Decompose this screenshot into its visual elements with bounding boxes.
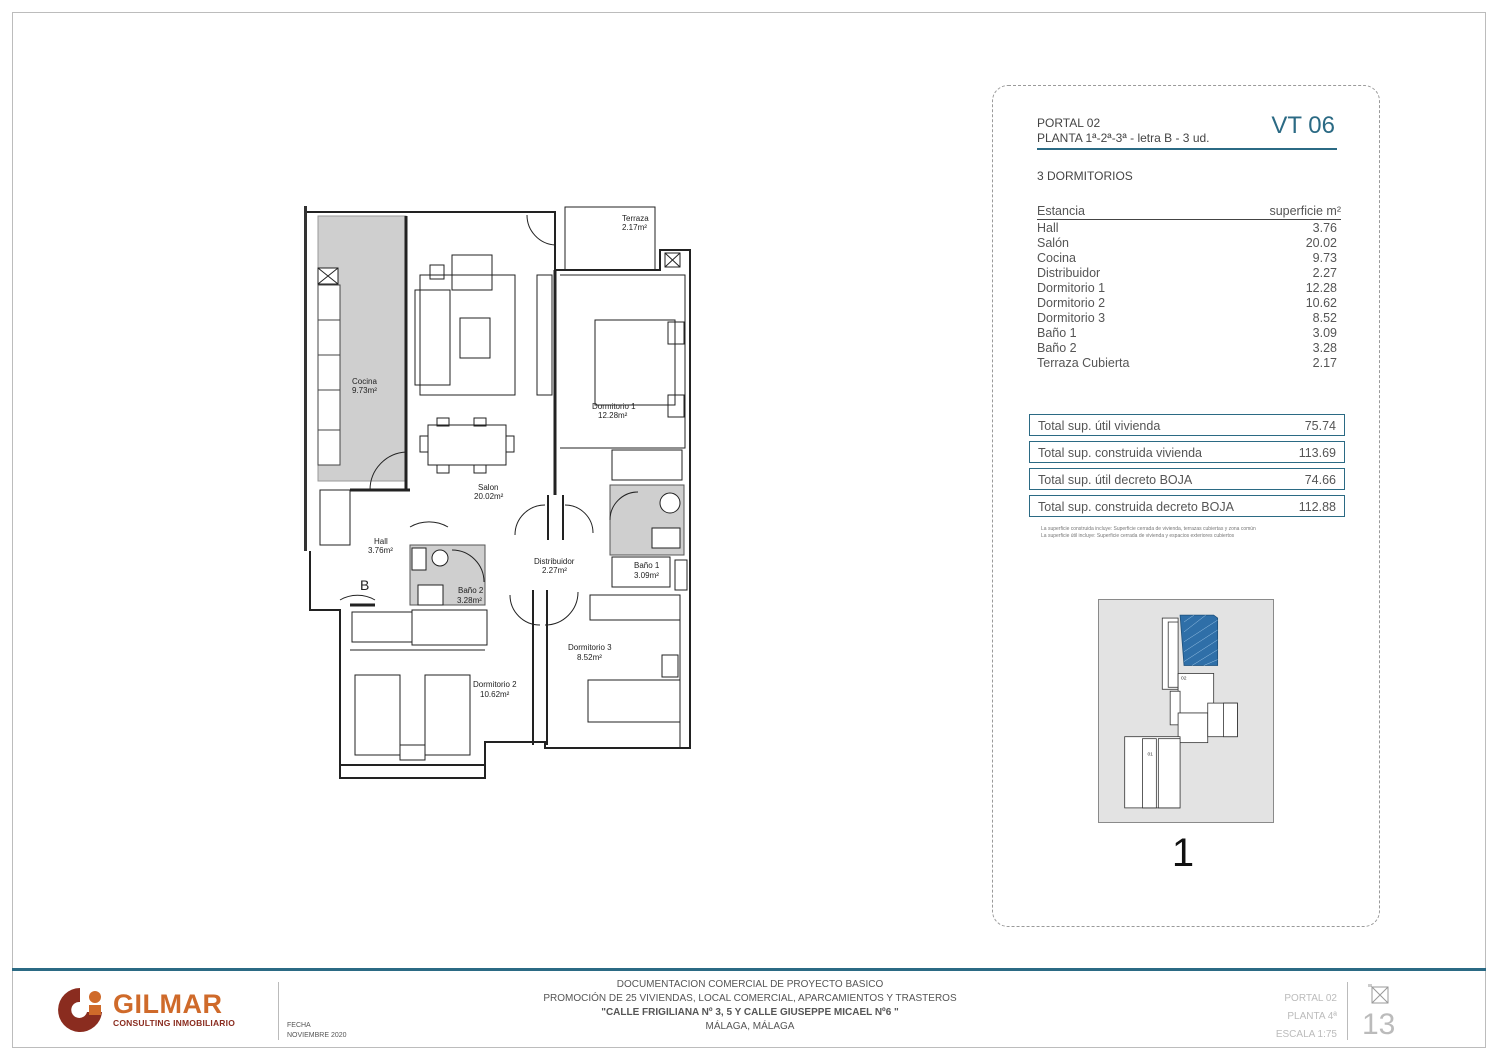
label-dorm3: Dormitorio 3 [568, 643, 612, 652]
date-label: FECHA [287, 1022, 311, 1029]
gilmar-logo-icon [55, 985, 109, 1035]
total-row [1029, 441, 1345, 463]
room-name: Cocina [1037, 251, 1076, 265]
rooms-table-header [1037, 204, 1341, 220]
sheet-planta: PLANTA 4ª [1287, 1011, 1337, 1022]
room-name: Distribuidor [1037, 266, 1101, 280]
portal-label: PORTAL 02 [1037, 116, 1101, 130]
room-area: 20.02 [1305, 236, 1337, 250]
total-label: Total sup. útil vivienda [1038, 419, 1161, 433]
keymap-label-02: 02 [1181, 676, 1187, 682]
project-city: MÁLAGA, MÁLAGA [705, 1021, 795, 1032]
label-cocina-area: 9.73m² [352, 386, 377, 395]
rooms-table [1037, 204, 1341, 371]
project-address: "CALLE FRIGILIANA Nº 3, 5 Y CALLE GIUSEPPE MICAEL Nº6 " [601, 1007, 899, 1018]
label-dorm2: Dormitorio 2 [473, 680, 517, 689]
label-entrance: B [360, 577, 370, 593]
company-subtitle: CONSULTING INMOBILIARIO [113, 1018, 236, 1028]
table-row [1037, 311, 1341, 326]
room-area: 3.09 [1312, 326, 1337, 340]
label-distribuidor: Distribuidor [534, 557, 575, 566]
label-dorm1-area: 12.28m² [598, 411, 628, 420]
project-info [450, 978, 1050, 1034]
sheet-info [1276, 990, 1337, 1044]
total-value: 112.88 [1298, 500, 1336, 514]
room-area: 9.73 [1312, 251, 1337, 265]
label-bano1: Baño 1 [634, 561, 660, 570]
room-area: 2.27 [1312, 266, 1337, 280]
room-name: Dormitorio 2 [1037, 296, 1106, 310]
room-name: Dormitorio 1 [1037, 281, 1106, 295]
floor-plan-drawing [300, 200, 720, 790]
footnote: La superficie útil incluye: Superficie cerrada de vivienda y espacios exteriores cubiertos [1041, 533, 1235, 539]
footer-separator-right [1347, 982, 1348, 1040]
label-bano1-area: 3.09m² [634, 571, 659, 580]
table-row [1037, 266, 1341, 281]
table-row [1037, 326, 1341, 341]
room-name: Hall [1037, 221, 1059, 235]
label-bano2-area: 3.28m² [457, 596, 482, 605]
table-row [1037, 221, 1341, 236]
label-dorm1: Dormitorio 1 [592, 402, 636, 411]
room-area: 3.28 [1312, 341, 1337, 355]
footer-divider [12, 968, 1486, 971]
table-row [1037, 236, 1341, 251]
total-label: Total sup. construida decreto BOJA [1038, 500, 1234, 514]
table-row [1037, 341, 1341, 356]
info-panel [992, 85, 1380, 927]
date-block [287, 1021, 347, 1041]
label-salon-area: 20.02m² [474, 492, 504, 501]
room-name: Salón [1037, 236, 1069, 250]
room-name: Baño 2 [1037, 341, 1077, 355]
unit-code: VT 06 [1271, 112, 1335, 139]
project-line-1: DOCUMENTACION COMERCIAL DE PROYECTO BASICO [616, 979, 884, 990]
label-salon: Salon [478, 483, 499, 492]
location-keymap [1098, 599, 1274, 823]
table-row [1037, 296, 1341, 311]
room-area: 3.76 [1312, 221, 1337, 235]
col-area: superficie m² [1269, 204, 1341, 218]
north-arrow-icon [1368, 983, 1392, 1005]
room-name: Dormitorio 3 [1037, 311, 1106, 325]
table-row [1037, 356, 1341, 371]
total-row [1029, 468, 1345, 490]
room-area: 12.28 [1305, 281, 1337, 295]
label-terraza-area: 2.17m² [622, 223, 647, 232]
bedrooms-label: 3 DORMITORIOS [1037, 169, 1133, 183]
page-number: 13 [1362, 1008, 1396, 1041]
totals-box [1029, 414, 1345, 522]
company-logo [55, 985, 275, 1035]
room-area: 2.17 [1312, 356, 1337, 370]
label-terraza: Terraza [622, 214, 649, 223]
total-value: 113.69 [1298, 446, 1336, 460]
project-line-2: PROMOCIÓN DE 25 VIVIENDAS, LOCAL COMERCIAL, APARCAMIENTOS Y TRASTEROS [543, 993, 957, 1004]
floor-plan [300, 200, 720, 790]
room-name: Terraza Cubierta [1037, 356, 1130, 370]
planta-label: PLANTA 1ª-2ª-3ª - letra B - 3 ud. [1037, 131, 1210, 145]
label-cocina: Cocina [352, 377, 377, 386]
footnote: La superficie construida incluye: Superficie cerrada de vivienda, terrazas cubiertas y zona común [1041, 526, 1256, 532]
total-label: Total sup. construida vivienda [1038, 446, 1202, 460]
total-label: Total sup. útil decreto BOJA [1038, 473, 1193, 487]
label-hall: Hall [374, 537, 388, 546]
footnotes [1041, 526, 1341, 540]
col-room: Estancia [1037, 204, 1085, 218]
table-row [1037, 251, 1341, 266]
highlighted-unit [1180, 615, 1218, 665]
total-value: 75.74 [1304, 419, 1336, 433]
total-value: 74.66 [1304, 473, 1336, 487]
total-row [1029, 495, 1345, 517]
label-bano2: Baño 2 [458, 586, 484, 595]
footer-separator [278, 982, 279, 1040]
label-distribuidor-area: 2.27m² [542, 566, 567, 575]
total-row [1029, 414, 1345, 436]
date-value: NOVIEMBRE 2020 [287, 1032, 347, 1039]
label-dorm3-area: 8.52m² [577, 653, 602, 662]
sheet-escala: ESCALA 1:75 [1275, 1029, 1337, 1040]
sheet-portal: PORTAL 02 [1284, 993, 1337, 1004]
keymap-label-01: 01 [1147, 752, 1153, 758]
keymap-drawing [1099, 600, 1273, 822]
keymap-number: 1 [1171, 831, 1195, 875]
room-area: 10.62 [1305, 296, 1337, 310]
label-dorm2-area: 10.62m² [480, 690, 510, 699]
label-hall-area: 3.76m² [368, 546, 393, 555]
room-name: Baño 1 [1037, 326, 1077, 340]
header-divider [1037, 148, 1337, 150]
room-area: 8.52 [1312, 311, 1337, 325]
table-row [1037, 281, 1341, 296]
company-name: GILMAR [113, 989, 223, 1019]
